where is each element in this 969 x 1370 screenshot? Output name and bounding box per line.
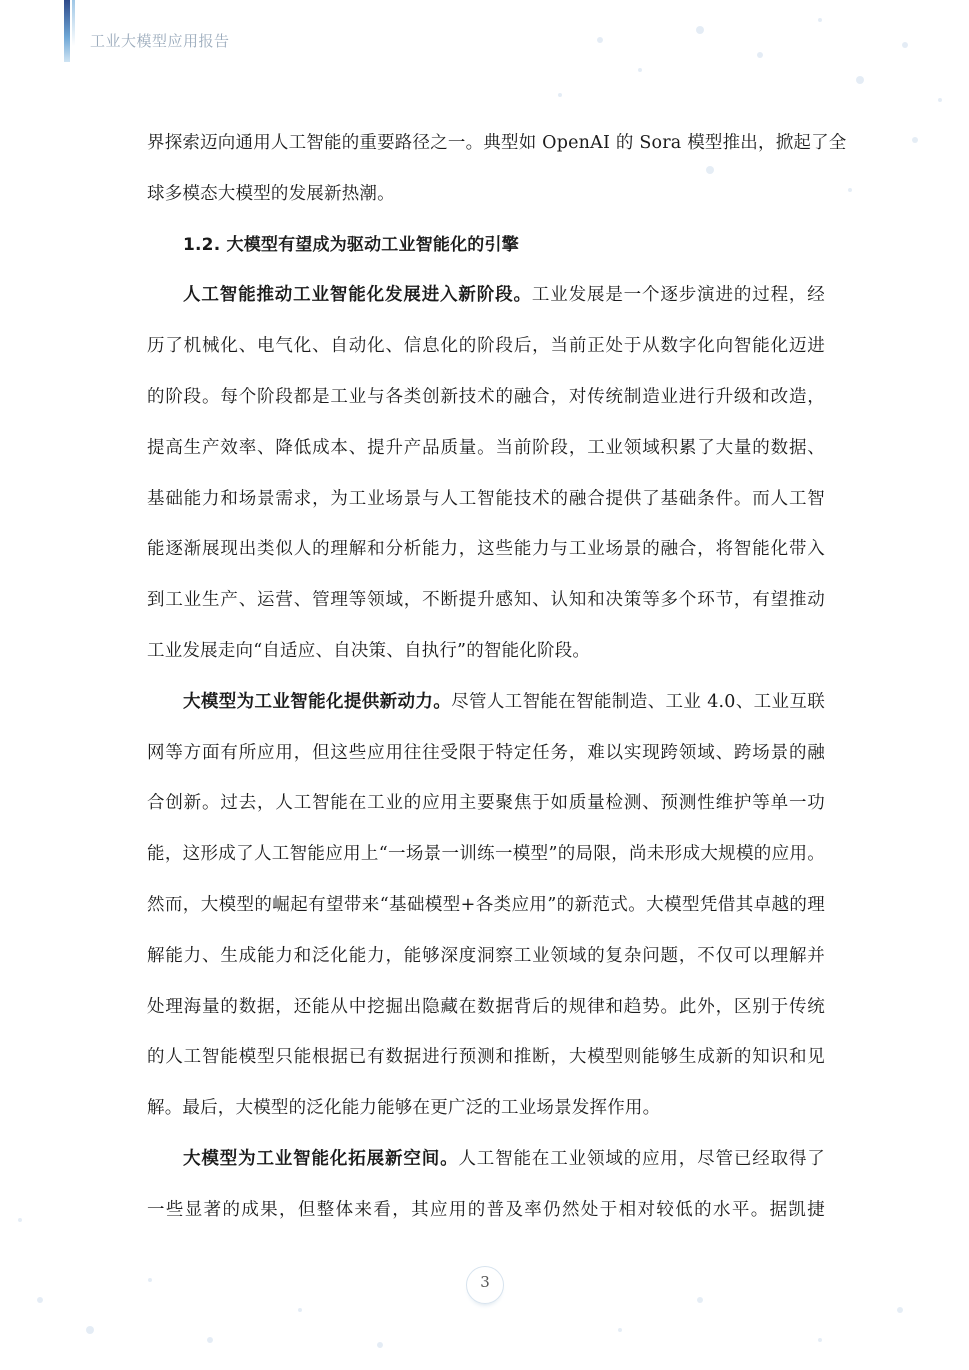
paragraph-4-line-1-text: 人工智能在工业领域的应用，尽管已经取得了 xyxy=(458,1148,826,1169)
paragraph-2-line-5: 基础能力和场景需求，为工业场景与人工智能技术的融合提供了基础条件。而人工智 xyxy=(147,488,825,509)
page-number: 3 xyxy=(480,1273,490,1291)
paragraph-2-line-6: 能逐渐展现出类似人的理解和分析能力，这些能力与工业场景的融合，将智能化带入 xyxy=(147,539,825,560)
header-accent-bar-secondary xyxy=(72,0,75,46)
paragraph-3-lead: 大模型为工业智能化提供新动力。 xyxy=(183,691,452,712)
paragraph-3-line-1-text: 尽管人工智能在智能制造、工业 4.0、工业互联 xyxy=(451,691,825,712)
paragraph-3-line-4: 能，这形成了人工智能应用上“一场景一训练一模型”的局限，尚未形成大规模的应用。 xyxy=(147,844,825,865)
paragraph-3-line-7: 处理海量的数据，还能从中挖掘出隐藏在数据背后的规律和趋势。此外，区别于传统 xyxy=(147,996,825,1017)
paragraph-3-line-3: 合创新。过去，人工智能在工业的应用主要聚焦于如质量检测、预测性维护等单一功 xyxy=(147,793,825,814)
paragraph-2-lead: 人工智能推动工业智能化发展进入新阶段。 xyxy=(183,285,532,306)
paragraph-1-line-2: 球多模态大模型的发展新热潮。 xyxy=(147,183,395,204)
header-accent-bar xyxy=(64,0,70,62)
paragraph-2-line-1 xyxy=(147,270,825,321)
paragraph-2-line-3: 的阶段。每个阶段都是工业与各类创新技术的融合，对传统制造业进行升级和改造， xyxy=(147,386,825,407)
paragraph-2-line-7: 到工业生产、运营、管理等领域，不断提升感知、认知和决策等多个环节，有望推动 xyxy=(147,590,825,611)
paragraph-3-line-8: 的人工智能模型只能根据已有数据进行预测和推断，大模型则能够生成新的知识和见 xyxy=(147,1047,825,1068)
paragraph-2-line-2: 历了机械化、电气化、自动化、信息化的阶段后，当前正处于从数字化向智能化迈进 xyxy=(147,336,825,357)
paragraph-4-lead: 大模型为工业智能化拓展新空间。 xyxy=(183,1148,459,1169)
section-heading-1-2: 1.2. 大模型有望成为驱动工业智能化的引擎 xyxy=(183,234,519,255)
paragraph-4-line-1 xyxy=(147,1134,825,1185)
paragraph-1-line-1: 界探索迈向通用人工智能的重要路径之一。典型如 OpenAI 的 Sora 模型推出，掀起了全 xyxy=(147,133,847,153)
paragraph-2-line-4: 提高生产效率、降低成本、提升产品质量。当前阶段，工业领域积累了大量的数据、 xyxy=(147,437,825,458)
paragraph-3-line-1 xyxy=(147,677,825,728)
paragraph-3-line-2: 网等方面有所应用，但这些应用往往受限于特定任务，难以实现跨领域、跨场景的融 xyxy=(147,742,825,763)
document-body xyxy=(147,118,847,1236)
paragraph-3-line-9: 解。最后，大模型的泛化能力能够在更广泛的工业场景发挥作用。 xyxy=(147,1098,661,1119)
paragraph-2-line-1-text: 工业发展是一个逐步演进的过程，经 xyxy=(531,285,825,306)
paragraph-2-line-8: 工业发展走向“自适应、自决策、自执行”的智能化阶段。 xyxy=(147,640,591,661)
page-number-badge xyxy=(466,1266,504,1304)
paragraph-3-line-5: 然而，大模型的崛起有望带来“基础模型+各类应用”的新范式。大模型凭借其卓越的理 xyxy=(147,894,825,915)
running-header-title: 工业大模型应用报告 xyxy=(90,32,230,50)
paragraph-3-line-6: 解能力、生成能力和泛化能力，能够深度洞察工业领域的复杂问题，不仅可以理解并 xyxy=(147,945,825,966)
paragraph-4-line-2: 一些显著的成果，但整体来看，其应用的普及率仍然处于相对较低的水平。据凯捷 xyxy=(147,1199,825,1220)
